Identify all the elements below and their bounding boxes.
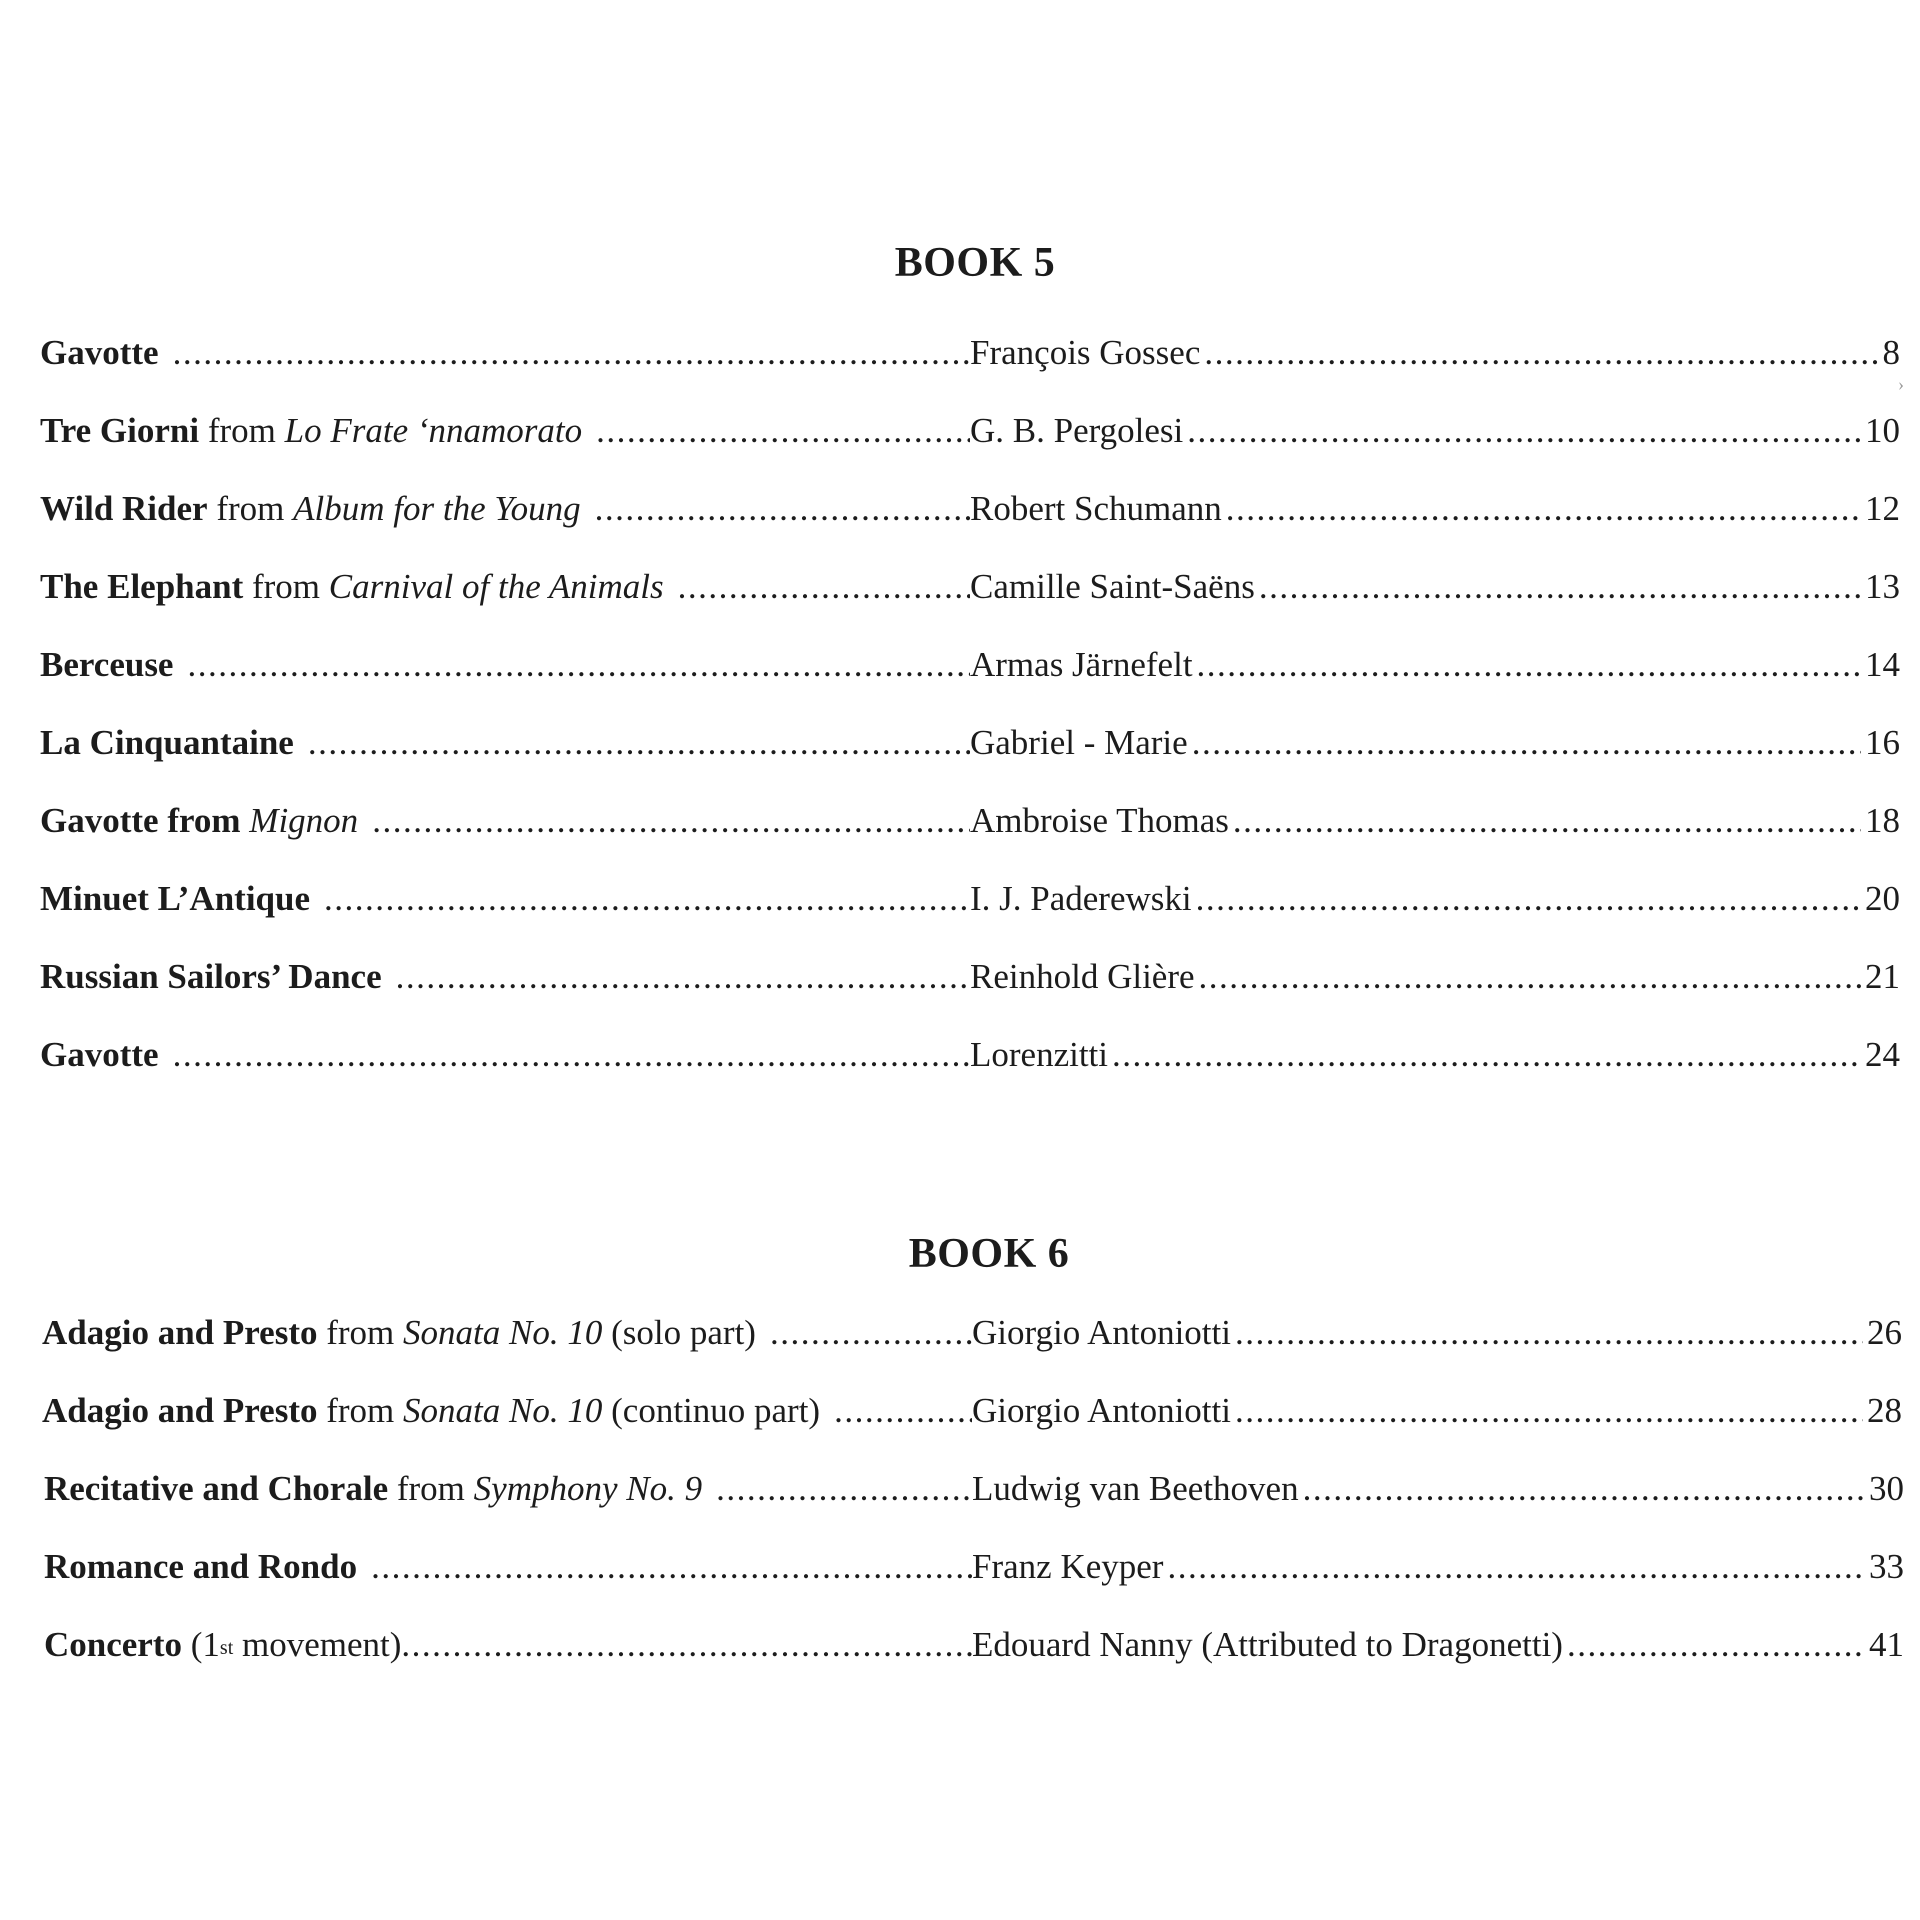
page-number: 26 — [1867, 1313, 1902, 1352]
entry-composer — [972, 1622, 1904, 1668]
dot-leader — [1204, 330, 1878, 376]
toc-entry[interactable] — [40, 642, 1900, 688]
dot-leader — [1192, 720, 1861, 766]
page-number: 28 — [1867, 1391, 1902, 1430]
entry-composer — [972, 1388, 1902, 1434]
toc-entry[interactable] — [44, 1622, 1904, 1668]
entry-composer — [972, 1310, 1902, 1356]
entry-title: Concerto (1 $^{st}$ movement) ..... — [44, 1622, 972, 1668]
page-number: 8 — [1882, 333, 1900, 372]
entry-source: Sonata No. 10 — [403, 1313, 603, 1352]
toc-entry[interactable] — [44, 1466, 1904, 1512]
entry-title-bold: Gavotte from — [40, 801, 241, 840]
composer-name: Ambroise Thomas — [970, 801, 1229, 840]
dot-leader — [1235, 1310, 1863, 1356]
entry-title — [42, 1310, 972, 1356]
entry-title — [40, 720, 970, 766]
toc-entry[interactable] — [40, 798, 1900, 844]
toc-entry[interactable] — [40, 486, 1900, 532]
entry-title-bold: Russian Sailors’ Dance — [40, 957, 382, 996]
entry-connector: from — [252, 567, 321, 606]
entry-connector: from — [326, 1313, 395, 1352]
entry-title-bold: Recitative and Chorale — [44, 1469, 389, 1508]
dot-leader — [1187, 408, 1861, 454]
composer-name: Giorgio Antoniotti — [972, 1391, 1231, 1430]
entry-source: Album for the Young — [293, 489, 581, 528]
page-number: 14 — [1865, 645, 1900, 684]
scan-mark: › — [1898, 374, 1904, 394]
composer-name: Ludwig van Beethoven — [972, 1469, 1299, 1508]
entry-source: Sonata No. 10 — [403, 1391, 603, 1430]
dot-leader — [308, 720, 970, 766]
entry-source: Symphony No. 9 — [473, 1469, 703, 1508]
entry-composer — [970, 798, 1900, 844]
entry-suffix-pre: (1 — [190, 1625, 220, 1664]
entry-connector: from — [396, 1469, 465, 1508]
entry-composer — [970, 954, 1900, 1000]
page-number: 20 — [1865, 879, 1900, 918]
toc-entry[interactable] — [40, 408, 1900, 454]
entry-title — [44, 1466, 972, 1512]
entry-connector: from — [326, 1391, 395, 1430]
entry-title — [40, 1032, 970, 1078]
entry-title-bold: Romance and Rondo — [44, 1547, 358, 1586]
entry-connector: from — [216, 489, 285, 528]
dot-leader — [401, 1622, 972, 1668]
page-number: 33 — [1869, 1547, 1904, 1586]
entry-title-bold: Adagio and Presto — [42, 1313, 318, 1352]
entry-composer — [970, 408, 1900, 454]
page-number: 13 — [1865, 567, 1900, 606]
toc-entry[interactable] — [44, 1544, 1904, 1590]
toc-entry[interactable] — [40, 330, 1900, 376]
dot-leader — [716, 1466, 972, 1512]
entry-title — [40, 954, 970, 1000]
dot-leader — [1233, 798, 1861, 844]
composer-name: Lorenzitti — [970, 1035, 1109, 1074]
dot-leader — [324, 876, 970, 922]
dot-leader — [371, 1544, 972, 1590]
entry-title — [44, 1544, 972, 1590]
dot-leader — [596, 408, 970, 454]
dot-leader — [396, 954, 970, 1000]
dot-leader — [173, 330, 970, 376]
toc-entry[interactable] — [40, 564, 1900, 610]
entry-source: Carnival of the Animals — [328, 567, 664, 606]
composer-name: G. B. Pergolesi — [970, 411, 1184, 450]
entry-title-bold: Concerto — [44, 1625, 183, 1664]
composer-name: Gabriel - Marie — [970, 723, 1188, 762]
dot-leader — [1567, 1622, 1865, 1668]
entry-title-bold: The Elephant — [40, 567, 244, 606]
dot-leader — [1196, 876, 1861, 922]
toc-entry[interactable] — [40, 954, 1900, 1000]
entry-title — [40, 408, 970, 454]
composer-name: Franz Keyper — [972, 1547, 1164, 1586]
entry-composer — [970, 876, 1900, 922]
entry-title — [40, 876, 970, 922]
entry-title — [40, 564, 970, 610]
dot-leader — [595, 486, 970, 532]
composer-name: Camille Saint-Saëns — [970, 567, 1255, 606]
entry-composer — [972, 1544, 1904, 1590]
entry-title — [40, 330, 970, 376]
page-number: 30 — [1869, 1469, 1904, 1508]
dot-leader — [1167, 1544, 1865, 1590]
entry-title-bold: Wild Rider — [40, 489, 208, 528]
toc-entry[interactable] — [40, 1032, 1900, 1078]
entry-composer — [970, 330, 1900, 376]
page-number: 41 — [1869, 1625, 1904, 1664]
composer-name: Edouard Nanny (Attributed to Dragonetti) — [972, 1625, 1563, 1664]
dot-leader — [1235, 1388, 1863, 1434]
dot-leader — [1259, 564, 1861, 610]
dot-leader — [770, 1310, 972, 1356]
page-number: 10 — [1865, 411, 1900, 450]
composer-name: Armas Järnefelt — [970, 645, 1193, 684]
entry-composer — [972, 1466, 1904, 1512]
entry-composer — [970, 564, 1900, 610]
dot-leader — [1197, 642, 1861, 688]
entry-title-bold: Tre Giorni — [40, 411, 200, 450]
entry-connector: from — [207, 411, 276, 450]
entry-suffix: (solo part) — [611, 1313, 756, 1352]
dot-leader — [1303, 1466, 1865, 1512]
composer-name: François Gossec — [970, 333, 1201, 372]
book6-heading: BOOK 6 — [908, 1231, 1070, 1277]
composer-name: Reinhold Glière — [970, 957, 1195, 996]
dot-leader — [187, 642, 970, 688]
entry-composer — [970, 720, 1900, 766]
dot-leader — [372, 798, 970, 844]
entry-title-bold: La Cinquantaine — [40, 723, 294, 762]
page-number: 12 — [1865, 489, 1900, 528]
entry-title — [40, 642, 970, 688]
entry-suffix: (continuo part) — [611, 1391, 821, 1430]
composer-name: Robert Schumann — [970, 489, 1222, 528]
book5-heading: BOOK 5 — [894, 240, 1056, 286]
toc-entry[interactable] — [40, 720, 1900, 766]
page-number: 21 — [1865, 957, 1900, 996]
entry-title — [40, 798, 970, 844]
entry-title-bold: Minuet L’Antique — [40, 879, 311, 918]
entry-title-bold: Berceuse — [40, 645, 174, 684]
composer-name: I. J. Paderewski — [970, 879, 1192, 918]
entry-composer — [970, 642, 1900, 688]
entry-title-bold: Gavotte — [40, 1035, 159, 1074]
dot-leader — [678, 564, 970, 610]
entry-title — [40, 486, 970, 532]
entry-source: Mignon — [249, 801, 359, 840]
toc-entry[interactable] — [42, 1388, 1902, 1434]
entry-composer — [970, 486, 1900, 532]
entry-source: Lo Frate ‘nnamorato — [284, 411, 583, 450]
dot-leader — [1199, 954, 1861, 1000]
page-number: 18 — [1865, 801, 1900, 840]
composer-name: Giorgio Antoniotti — [972, 1313, 1231, 1352]
entry-title — [42, 1388, 972, 1434]
entry-suffix-post: movement) — [233, 1625, 402, 1664]
dot-leader — [173, 1032, 970, 1078]
page-number: 24 — [1865, 1035, 1900, 1074]
page-number: 16 — [1865, 723, 1900, 762]
toc-entry[interactable] — [40, 876, 1900, 922]
dot-leader — [834, 1388, 972, 1434]
entry-title-bold: Adagio and Presto — [42, 1391, 318, 1430]
dot-leader — [1226, 486, 1861, 532]
entry-composer — [970, 1032, 1900, 1078]
dot-leader — [1112, 1032, 1861, 1078]
entry-title-bold: Gavotte — [40, 333, 159, 372]
toc-entry[interactable] — [42, 1310, 1902, 1356]
